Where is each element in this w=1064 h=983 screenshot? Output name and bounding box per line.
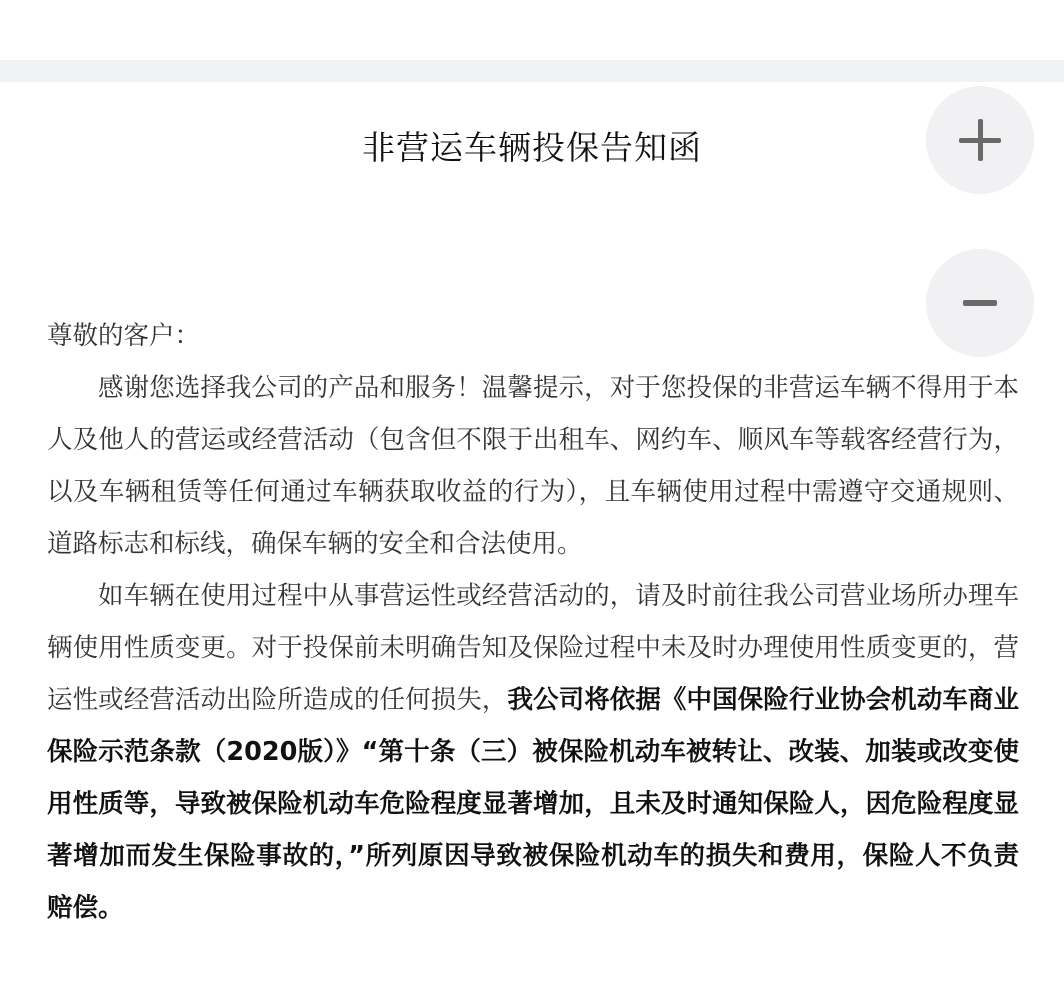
document-body: [47, 310, 1019, 934]
zoom-out-button[interactable]: [926, 249, 1034, 357]
top-bar: [0, 0, 1064, 60]
zoom-in-button[interactable]: [926, 86, 1034, 194]
paragraph-2-bold: 我公司将依据《中国保险行业协会机动车商业保险示范条款（2020版）》“第十条（三）被保险机动车被转让、改装、加装或改变使用性质等，导致被保险机动车危险程度显著增加，且未及时通知保险人，因危险程度显著增加而发生保险事故的，”所列原因导致被保险机动车的损失和费用，保险人不负责赔偿。: [47, 685, 1019, 923]
paragraph-2: [47, 570, 1019, 934]
paragraph-1: 感谢您选择我公司的产品和服务！温馨提示，对于您投保的非营运车辆不得用于本人及他人的营运或经营活动（包含但不限于出租车、网约车、顺风车等载客经营行为，以及车辆租赁等任何通过车辆获取收益的行为），且车辆使用过程中需遵守交通规则、道路标志和标线，确保车辆的安全和合法使用。: [47, 373, 1019, 559]
minus-icon: [963, 299, 997, 307]
greeting: 尊敬的客户：: [47, 321, 201, 351]
divider-band: [0, 60, 1064, 82]
paragraph-2-normal: 如车辆在使用过程中从事营运性或经营活动的，请及时前往我公司营业场所办理车辆使用性质变更。对于投保前未明确告知及保险过程中未及时办理使用性质变更的，营运性或经营活动出险所造成的任何损失，: [47, 581, 1019, 715]
plus-icon: [959, 119, 1001, 161]
document-title: 非营运车辆投保告知函: [362, 128, 702, 167]
